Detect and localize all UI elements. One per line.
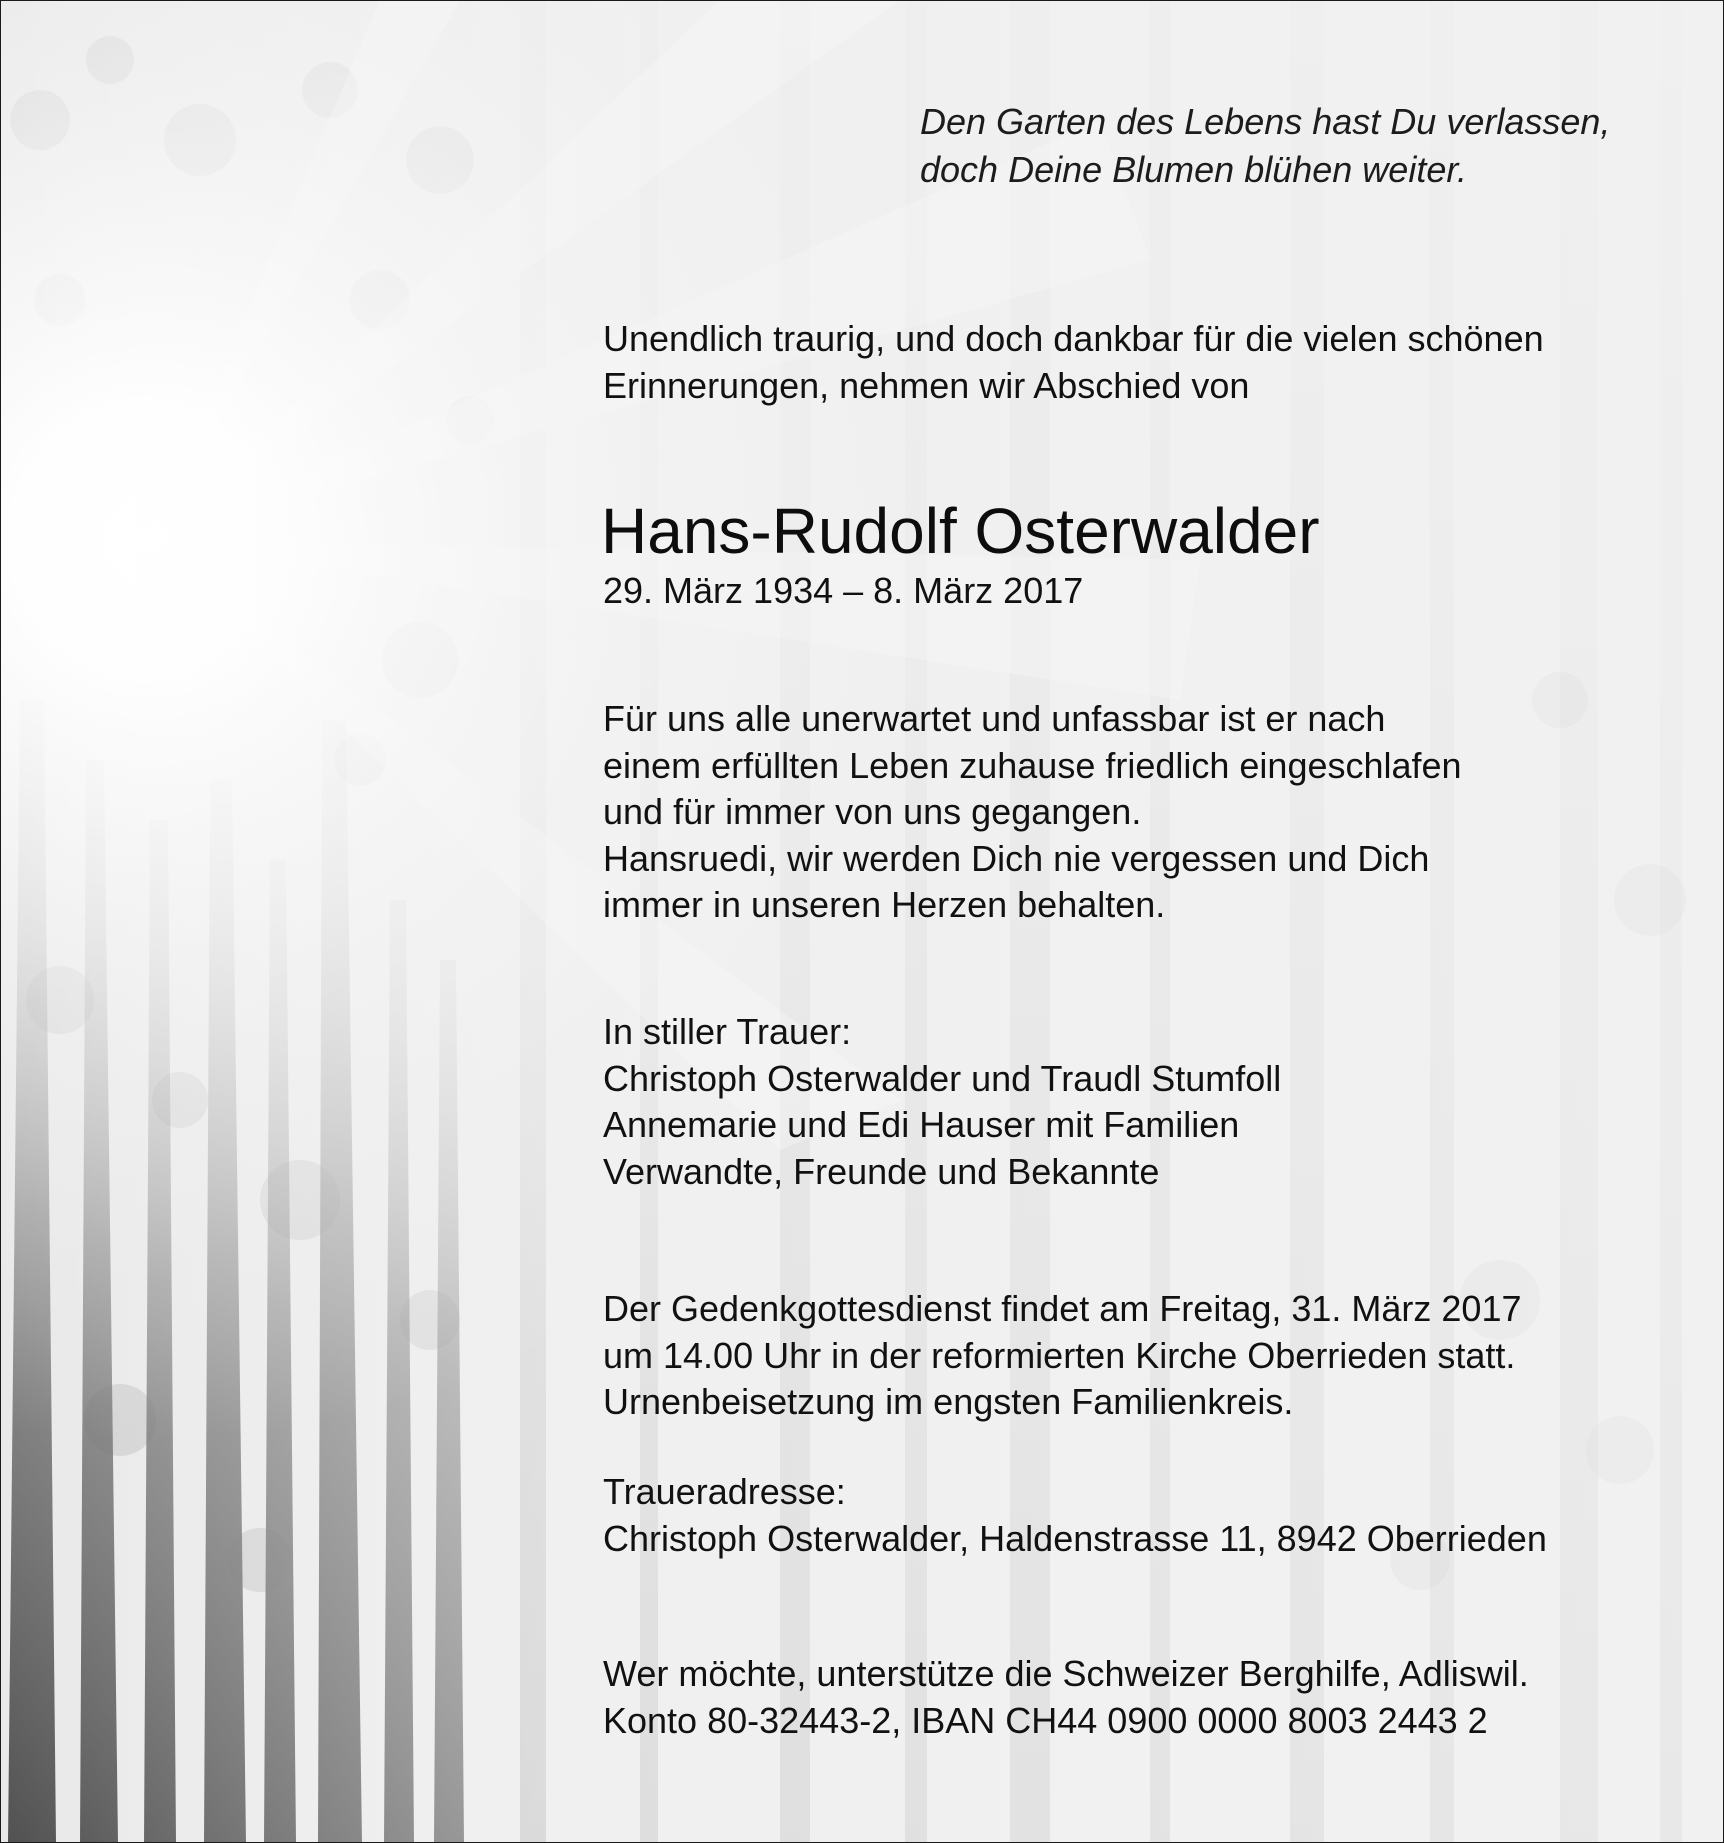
service-line: Der Gedenkgottesdienst findet am Freitag, 31. März 2017 (603, 1288, 1522, 1329)
mourners-heading: In stiller Trauer: (603, 1011, 852, 1052)
donation-line-2: Konto 80-32443-2, IBAN CH44 0900 0000 8003 2443 2 (603, 1699, 1488, 1741)
message-paragraph (603, 696, 1462, 929)
service-line: Urnenbeisetzung im engsten Familienkreis. (603, 1381, 1294, 1422)
message-line: immer in unseren Herzen behalten. (603, 884, 1166, 925)
mourner-name: Annemarie und Edi Hauser mit Familien (603, 1104, 1240, 1145)
motto-line-2: doch Deine Blumen blühen weiter. (920, 149, 1467, 190)
donation-info (603, 1651, 1529, 1744)
mourner-name: Christoph Osterwalder und Traudl Stumfoll (603, 1057, 1282, 1099)
message-line: einem erfüllten Leben zuhause friedlich eingeschlafen (603, 744, 1462, 786)
memorial-service-info (603, 1286, 1522, 1426)
service-line: um 14.00 Uhr in der reformierten Kirche Oberrieden statt. (603, 1334, 1516, 1376)
life-dates: 29. März 1934 – 8. März 2017 (603, 570, 1084, 611)
intro-line-1: Unendlich traurig, und doch dankbar für die vielen schönen (603, 318, 1544, 359)
address-heading: Traueradresse: (603, 1471, 846, 1512)
mourning-address (603, 1469, 1547, 1562)
intro-line-2: Erinnerungen, nehmen wir Abschied von (603, 364, 1250, 406)
mourners-list (603, 1009, 1281, 1195)
address-value: Christoph Osterwalder, Haldenstrasse 11, 8942 Oberrieden (603, 1517, 1547, 1559)
motto-line-1: Den Garten des Lebens hast Du verlassen, (920, 101, 1611, 142)
message-line: und für immer von uns gegangen. (603, 791, 1142, 832)
deceased-name: Hans-Rudolf Osterwalder (601, 495, 1320, 567)
donation-line-1: Wer möchte, unterstütze die Schweizer Berghilfe, Adliswil. (603, 1653, 1529, 1694)
message-line: Für uns alle unerwartet und unfassbar ist er nach (603, 698, 1386, 739)
message-line: Hansruedi, wir werden Dich nie vergessen und Dich (603, 837, 1430, 879)
motto-quote (920, 98, 1610, 194)
mourner-name: Verwandte, Freunde und Bekannte (603, 1150, 1160, 1192)
intro-paragraph (603, 316, 1544, 409)
